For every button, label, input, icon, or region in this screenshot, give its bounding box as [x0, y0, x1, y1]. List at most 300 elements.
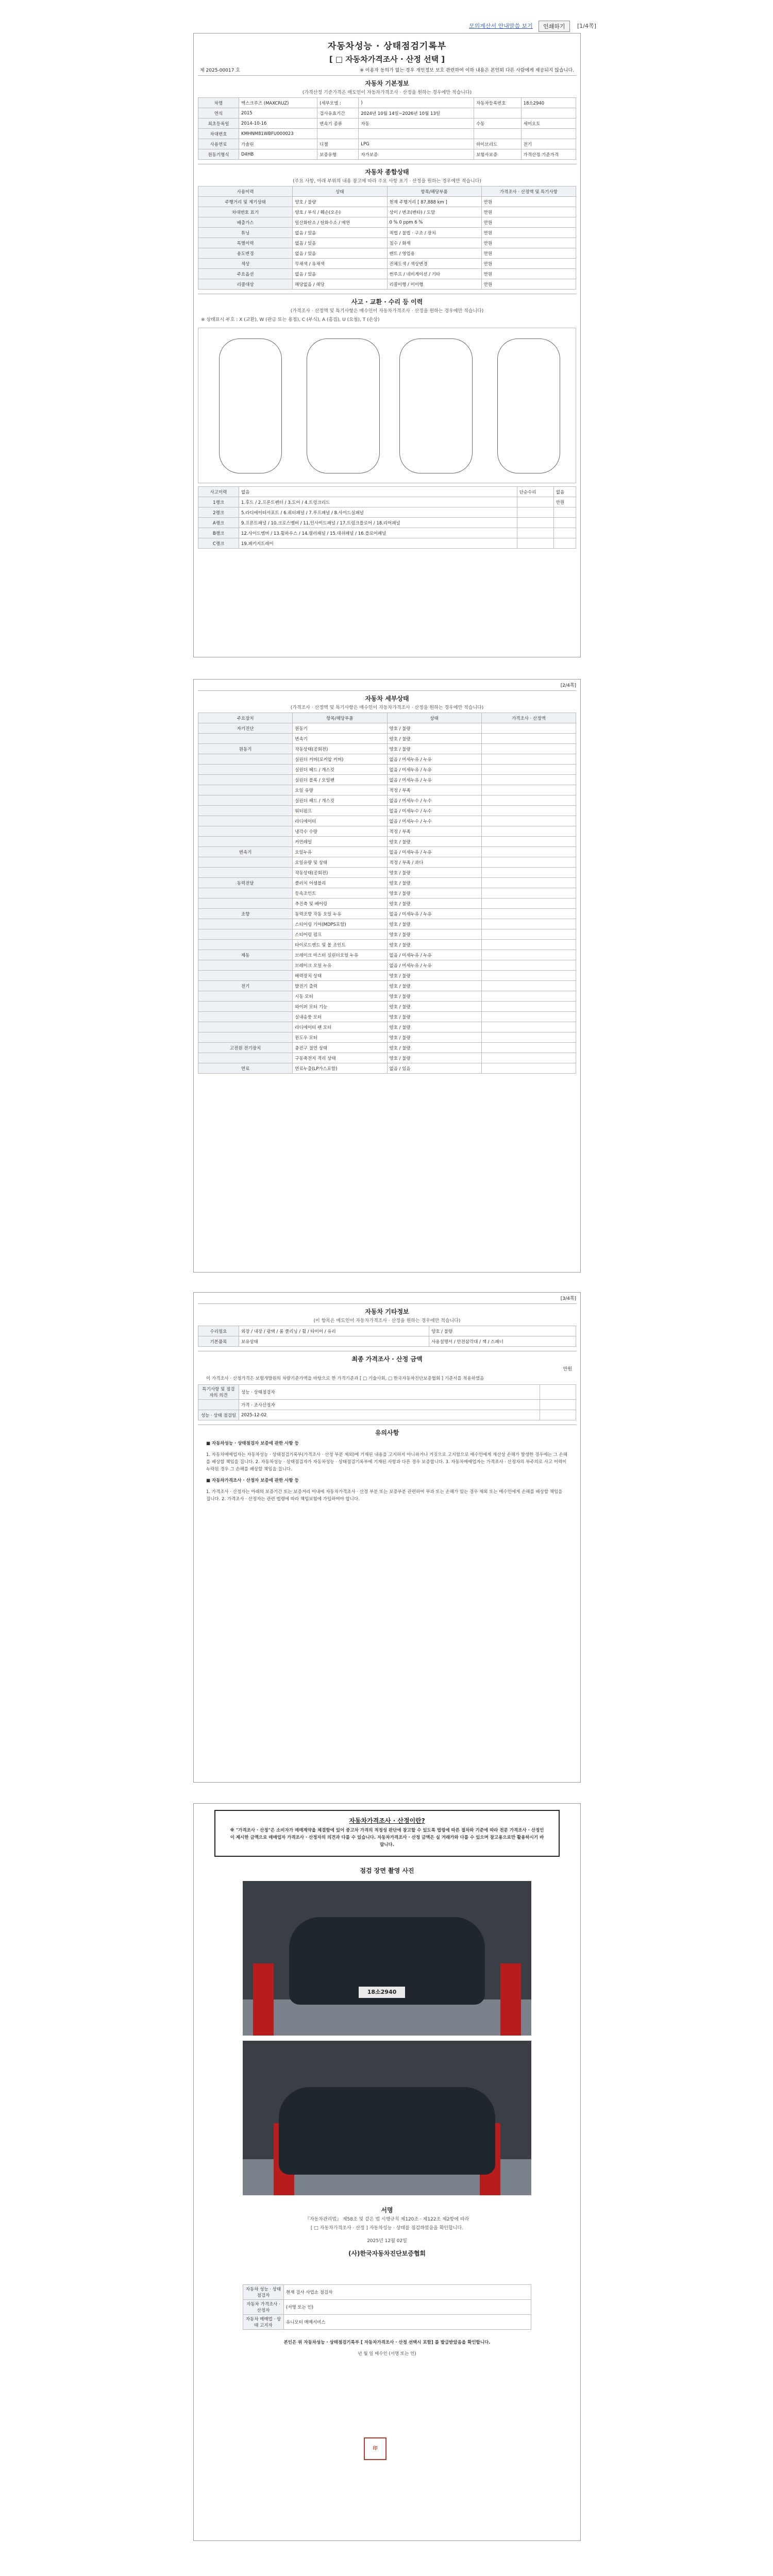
- status-row-cell: 만원: [481, 217, 576, 228]
- detail-state: 적정 / 부족 / 과다: [387, 857, 481, 868]
- detail-part: 작동상태(공회전): [293, 744, 387, 754]
- status-row-cell: 튜닝: [198, 228, 293, 238]
- detail-device: 고전원 전기장치: [198, 1043, 293, 1053]
- detail-part: 연료누출(LP가스포함): [293, 1063, 387, 1074]
- other-row-cell: 기본품목: [198, 1336, 239, 1347]
- doc-note: ※ 이용자 동의가 없는 경우 개인정보 보호 관련하여 이하 내용은 본인외 다른 사람에게 제공되지 않습니다.: [360, 68, 574, 73]
- signer-row-cell: 자동차 매매업 · 상태 고지자: [243, 2315, 284, 2330]
- page-2-mark: [2/4쪽]: [560, 683, 576, 688]
- detail-price: [481, 919, 576, 929]
- status-table: [198, 186, 576, 290]
- detail-price: [481, 899, 576, 909]
- detail-device: 자기진단: [198, 723, 293, 734]
- accident-row-cell: 9.프론트패널 / 10.크로스멤버 / 11.인사이드패널 / 17.트렁크플로어 / 18.리어패널: [239, 518, 517, 528]
- detail-row: [198, 971, 576, 981]
- detail-state: 양호 / 불량: [387, 888, 481, 899]
- detail-state: 양호 / 불량: [387, 899, 481, 909]
- status-row-cell: 만원: [481, 248, 576, 259]
- basic-row-cell: 2024년 10월 14일~2026년 10월 13일: [359, 108, 474, 118]
- detail-price: [481, 847, 576, 857]
- other-row-cell: 사용설명서 / 안전삼각대 / 잭 / 스패너: [429, 1336, 576, 1347]
- accident-row: [198, 497, 576, 507]
- detail-price: [481, 878, 576, 888]
- status-row-cell: 용도변경: [198, 248, 293, 259]
- detail-part: 클러치 어셈블리: [293, 878, 387, 888]
- sign-org: (사)한국자동차진단보증협회: [348, 2250, 426, 2257]
- car-left-view: [219, 338, 282, 473]
- car-top-view: [307, 338, 380, 473]
- inspect-row-cell: [198, 1400, 239, 1410]
- accident-row-cell: [553, 518, 576, 528]
- status-row-cell: 무채색 / 유채색: [293, 259, 387, 269]
- accident-row: [198, 538, 576, 549]
- status-row-cell: 현재 주행거리 [ 87,888 km ]: [387, 197, 481, 207]
- status-row-cell: 차대번호 표기: [198, 207, 293, 217]
- detail-device: [198, 1032, 293, 1043]
- detail-price: [481, 1043, 576, 1053]
- basic-row-cell: ): [359, 98, 474, 108]
- detail-part: 오일유량 및 상태: [293, 857, 387, 868]
- status-row-cell: 적법 / 불법 · 구조 / 장치: [387, 228, 481, 238]
- detail-state: 양호 / 불량: [387, 1053, 481, 1063]
- detail-state: 양호 / 불량: [387, 919, 481, 929]
- accident-row-cell: [553, 538, 576, 549]
- signer-row: [243, 2300, 531, 2315]
- detail-device: [198, 1022, 293, 1032]
- doc-line: [194, 64, 580, 75]
- basic-row-cell: 2015: [239, 108, 317, 118]
- detail-price: [481, 971, 576, 981]
- detail-col-0: 주요장치: [198, 713, 293, 723]
- detail-device: [198, 929, 293, 940]
- other-row-cell: 보유상태: [239, 1336, 429, 1347]
- page-2: [193, 679, 581, 1273]
- detail-row: [198, 806, 576, 816]
- detail-device: [198, 960, 293, 971]
- eval-heading: 최종 가격조사 · 산정 금액: [351, 1355, 423, 1363]
- page-4: [193, 1803, 581, 2541]
- accident-row-cell: 단순수리: [517, 487, 553, 497]
- eval-unit: 만원: [563, 1367, 572, 1372]
- photo-car-2: [279, 2087, 495, 2175]
- detail-price: [481, 981, 576, 991]
- inspect-row-cell: [540, 1410, 576, 1420]
- eval-section: [198, 1351, 576, 1420]
- detail-price: [481, 765, 576, 775]
- basic-row-cell: 원동기형식: [198, 149, 239, 160]
- explain-text: ※ "가격조사 · 산정"은 소비자가 매매계약을 체결함에 있어 중고차 가격의 적정성 판단에 참고할 수 있도록 법령에 따른 절차와 기준에 따라 전문 가격조사 · 산정인이 제시한 금액으로 매매업자 가격조사 · 산정자의 의견과 다를 수 있습니다. 자동차가격조사 · 산정 금액은 실 거래가와 다를 수 있으며 참고용으로만 활용하시기 바랍니다.: [230, 1828, 544, 1848]
- status-row-cell: 주행거리 및 계기상태: [198, 197, 293, 207]
- detail-part: 시동 모터: [293, 991, 387, 1002]
- detail-part: 와이퍼 모터 기능: [293, 1002, 387, 1012]
- status-row-cell: 썬루프 / 네비게이션 / 기타: [387, 269, 481, 279]
- status-row-cell: 만원: [481, 269, 576, 279]
- accident-row-cell: 1.후드 / 2.프론트펜더 / 3.도어 / 4.트렁크리드: [239, 497, 517, 507]
- accident-row-cell: [517, 518, 553, 528]
- warranty-text-1: 1. 자동차매매업자는 자동차성능 · 상태점검기록부(가격조사 · 산정 부분 제외)에 기재된 내용을 고지하지 아니하거나 거짓으로 고지함으로 매수인에게 재산상 손해가 발생한 경우에는 그 손해를 배상할 책임을 집니다. 2. 자동차성능 · 상태점검자가 자동차성능 · 상태점검기록부에 기재된 사항과 다른 경우 보증합니다. 3. 자동차매매업자는 가격조사 · 산정자의 부주의로 사고 이력이 누락된 경우 그 손해를 배상할 책임을 집니다.: [206, 1452, 567, 1472]
- other-info-heading: 자동차 기타정보: [365, 1308, 409, 1315]
- top-bar: [0, 20, 773, 31]
- status-col-1: 상태: [293, 187, 387, 197]
- detail-part: 동력조향 작동 오일 누유: [293, 909, 387, 919]
- status-row-cell: 만원: [481, 259, 576, 269]
- accident-heading: 사고 · 교환 · 수리 등 이력: [351, 298, 423, 306]
- status-row-cell: 해당없음 / 해당: [293, 279, 387, 290]
- status-row-cell: 양호 / 불량: [293, 197, 387, 207]
- detail-device: [198, 837, 293, 847]
- accident-row-cell: 12.사이드멤버 / 13.휠하우스 / 14.필러패널 / 15.대쉬패널 / 16.플로어패널: [239, 528, 517, 538]
- detail-part: 실린더 블록 / 오일팬: [293, 775, 387, 785]
- basic-row-cell: 세미오토: [521, 118, 576, 129]
- status-row-cell: 리콜이행 / 미이행: [387, 279, 481, 290]
- basic-row-cell: 가격산정 기준가격: [521, 149, 576, 160]
- basic-row: [198, 129, 576, 139]
- detail-device: [198, 991, 293, 1002]
- accident-note: (가격조사 · 산정액 및 특기사항은 매수인이 자동차가격조사 · 산정을 원하는 경우에만 적습니다): [290, 309, 484, 314]
- detail-device: [198, 940, 293, 950]
- detail-row: [198, 960, 576, 971]
- status-row-cell: 배출가스: [198, 217, 293, 228]
- detail-price: [481, 734, 576, 744]
- photo-lift-right: [500, 1963, 521, 2036]
- status-row-cell: 0 % 0 ppm 6 %: [387, 217, 481, 228]
- detail-price: [481, 960, 576, 971]
- accident-row-cell: [517, 538, 553, 549]
- signer-row: [243, 2315, 531, 2330]
- detail-heading: 자동차 세부상태: [365, 695, 409, 702]
- accident-row-cell: 5.라디에이터서포트 / 6.쿼터패널 / 7.루프패널 / 8.사이드실패널: [239, 507, 517, 518]
- detail-row: [198, 816, 576, 826]
- basic-row: [198, 149, 576, 160]
- detail-price: [481, 1002, 576, 1012]
- detail-price: [481, 806, 576, 816]
- status-row-cell: 일산화탄소 / 탄화수소 / 매연: [293, 217, 387, 228]
- detail-state: 적정 / 부족: [387, 826, 481, 837]
- detail-state: 양호 / 불량: [387, 1002, 481, 1012]
- warranty-text-2: 1. 가격조사 · 산정자는 아래의 보증기간 또는 보증거리 이내에 자동차가격조사 · 산정 부분 또는 보증부분 관련하여 부과 또는 손해가 있는 경우 제외 또는 매수인에게 손해를 배상할 책임을 집니다. 2. 가격조사 · 산정자는 관련 법령에 따라 책임보험에 가입하여야 합니다.: [206, 1489, 563, 1502]
- license-plate: 18소2940: [359, 1987, 405, 1998]
- status-row-cell: 색상: [198, 259, 293, 269]
- detail-part: 변속기: [293, 734, 387, 744]
- signer-row-cell: 자동차 성능 · 상태 점검자: [243, 2285, 284, 2300]
- status-row: [198, 259, 576, 269]
- sign-text-2: [ □ 자동차가격조사 · 산정 ] 자동차성능 · 상태를 점검하였음을 확인합니다.: [310, 2226, 464, 2231]
- basic-info-heading: 자동차 기본정보: [365, 80, 409, 87]
- detail-device: [198, 806, 293, 816]
- accident-row: [198, 528, 576, 538]
- photo-heading: 점검 장면 촬영 사진: [360, 1867, 414, 1874]
- detail-part: 라디에이터: [293, 816, 387, 826]
- basic-row-cell: D4HB: [239, 149, 317, 160]
- other-row-cell: 양호 / 불량: [429, 1326, 576, 1336]
- status-row: [198, 217, 576, 228]
- detail-state: 양호 / 불량: [387, 929, 481, 940]
- inspect-row-cell: 가격 · 조사산정자: [239, 1400, 540, 1410]
- detail-part: 커먼레일: [293, 837, 387, 847]
- inspect-row-cell: 성능 · 상태 점검일: [198, 1410, 239, 1420]
- page-3: [193, 1292, 581, 1783]
- basic-row-cell: 검사유효기간: [317, 108, 359, 118]
- guide-link[interactable]: 모의계산서 안내말씀 보기: [469, 23, 533, 29]
- other-info-table: [198, 1326, 576, 1347]
- status-row-cell: 없음 / 있음: [293, 269, 387, 279]
- doc-no: 제 2025-00017 호: [200, 68, 240, 73]
- accident-row: [198, 487, 576, 497]
- detail-device: [198, 734, 293, 744]
- detail-row: [198, 847, 576, 857]
- basic-row-cell: [521, 108, 576, 118]
- status-col-0: 사용이력: [198, 187, 293, 197]
- basic-row-cell: 18소2940: [521, 98, 576, 108]
- detail-state: 양호 / 불량: [387, 744, 481, 754]
- basic-row-cell: (세부모델 :: [317, 98, 359, 108]
- detail-row: [198, 899, 576, 909]
- detail-device: [198, 1012, 293, 1022]
- status-heading: 자동차 종합상태: [365, 168, 409, 176]
- detail-device: [198, 919, 293, 929]
- basic-row-cell: 하이브리드: [474, 139, 521, 149]
- detail-device: [198, 868, 293, 878]
- status-row-cell: 상이 / 변조(변타) / 도말: [387, 207, 481, 217]
- detail-section: [198, 690, 576, 1074]
- detail-row: [198, 1053, 576, 1063]
- basic-row-cell: 디젤: [317, 139, 359, 149]
- detail-price: [481, 785, 576, 795]
- accident-row-cell: 2랭크: [198, 507, 239, 518]
- detail-state: 없음 / 미세누유 / 누유: [387, 960, 481, 971]
- detail-device: [198, 816, 293, 826]
- status-row: [198, 269, 576, 279]
- detail-device: 동력전달: [198, 878, 293, 888]
- basic-row: [198, 98, 576, 108]
- detail-state: 없음 / 미세누유 / 누유: [387, 765, 481, 775]
- accident-row-cell: A랭크: [198, 518, 239, 528]
- detail-state: 없음 / 미세누유 / 누유: [387, 950, 481, 960]
- status-row: [198, 238, 576, 248]
- sign-text-1: 『자동차관리법』 제58조 및 같은 법 시행규칙 제120조 · 제122조 제2항에 따라: [305, 2217, 469, 2222]
- signer-row-cell: 유니모터 매매서비스: [284, 2315, 531, 2330]
- inspect-row-cell: [540, 1400, 576, 1410]
- status-note: (주요 사항, 아래 부위의 내용 참고에 따라 주요 사항 표기 · 산정을 원하는 경우에만 적습니다): [293, 179, 481, 184]
- detail-price: [481, 1063, 576, 1074]
- detail-price: [481, 754, 576, 765]
- sign-date: 2025년 12월 02일: [367, 2239, 407, 2244]
- status-row-cell: 리콜대상: [198, 279, 293, 290]
- detail-part: 실린더 헤드 / 개스킷: [293, 795, 387, 806]
- eval-note: 이 가격조사 · 산정가격은 보험개발원의 차량기준가액을 바탕으로 한 가격기준과 [ □ 기술사회, □ 한국자동차진단보증협회 ] 기준서를 적용하였음: [206, 1376, 484, 1381]
- detail-part: 배력장치 상태: [293, 971, 387, 981]
- detail-row: [198, 826, 576, 837]
- car-right-view: [497, 338, 560, 473]
- detail-price: [481, 1022, 576, 1032]
- inspection-photo-front: [243, 1881, 531, 2036]
- detail-row: [198, 1063, 576, 1074]
- inspect-row-cell: 2025-12-02: [239, 1410, 540, 1420]
- car-underbody-view: [399, 338, 473, 473]
- status-row-cell: 만원: [481, 238, 576, 248]
- detail-state: 양호 / 불량: [387, 1022, 481, 1032]
- detail-price: [481, 1012, 576, 1022]
- warranty-heading: 유의사항: [375, 1429, 399, 1436]
- accident-section: [198, 294, 576, 549]
- detail-price: [481, 950, 576, 960]
- detail-row: [198, 950, 576, 960]
- detail-price: [481, 816, 576, 826]
- detail-part: 원동기: [293, 723, 387, 734]
- detail-state: 없음 / 있음: [387, 1063, 481, 1074]
- signer-row-cell: (서명 또는 인): [284, 2300, 531, 2315]
- basic-row-cell: [359, 129, 474, 139]
- basic-row-cell: [474, 129, 521, 139]
- accident-legend: ※ 상태표시 부호 : X (교환), W (판금 또는 용접), C (부식), A (흠집), U (요철), T (손상): [201, 317, 380, 323]
- basic-row-cell: 최초등록일: [198, 118, 239, 129]
- accident-row-cell: C랭크: [198, 538, 239, 549]
- detail-part: 실린더 커버(로커암 커버): [293, 754, 387, 765]
- detail-part: 작동상태(공회전): [293, 868, 387, 878]
- basic-row-cell: 전기: [521, 139, 576, 149]
- detail-price: [481, 795, 576, 806]
- photo-lift-left: [253, 1963, 274, 2036]
- detail-row: [198, 734, 576, 744]
- basic-row-cell: 보증유형: [317, 149, 359, 160]
- detail-device: [198, 826, 293, 837]
- detail-state: 양호 / 불량: [387, 1032, 481, 1043]
- detail-state: 없음 / 미세누유 / 누유: [387, 847, 481, 857]
- detail-device: 연료: [198, 1063, 293, 1074]
- inspect-row-cell: 성능 · 상태점검자: [239, 1385, 540, 1400]
- accident-row-cell: 19.패키지트레이: [239, 538, 517, 549]
- detail-row: [198, 765, 576, 775]
- signer-row-cell: 자동차 가격조사 · 산정자: [243, 2300, 284, 2315]
- detail-row: [198, 1032, 576, 1043]
- detail-device: [198, 785, 293, 795]
- form-subtitle: [ □ 자동차가격조사 · 산정 선택 ]: [329, 55, 445, 64]
- detail-row: [198, 837, 576, 847]
- page-mark: [1/4쪽]: [577, 23, 596, 29]
- detail-row: [198, 785, 576, 795]
- detail-device: 전기: [198, 981, 293, 991]
- detail-price: [481, 723, 576, 734]
- accident-row-cell: 없음: [239, 487, 517, 497]
- inspection-photo-side: [243, 2041, 531, 2195]
- status-row-cell: 만원: [481, 228, 576, 238]
- detail-device: [198, 1053, 293, 1063]
- detail-device: [198, 888, 293, 899]
- accident-row-cell: 1랭크: [198, 497, 239, 507]
- detail-table: [198, 713, 576, 1074]
- detail-part: 실린더 헤드 / 개스킷: [293, 765, 387, 775]
- status-row-cell: 만원: [481, 207, 576, 217]
- detail-row: [198, 878, 576, 888]
- basic-row-cell: KMHNM81WBFU000023: [239, 129, 317, 139]
- detail-state: 양호 / 불량: [387, 991, 481, 1002]
- detail-state: 적정 / 부족: [387, 785, 481, 795]
- photo-floor: [243, 1999, 531, 2036]
- detail-note: (가격조사 · 산정액 및 특기사항은 매수인이 자동차가격조사 · 산정을 원하는 경우에만 적습니다): [290, 705, 484, 710]
- accident-row-cell: 없음: [553, 487, 576, 497]
- basic-row-cell: 차명: [198, 98, 239, 108]
- accident-row-cell: [553, 528, 576, 538]
- detail-part: 오일누유: [293, 847, 387, 857]
- detail-state: 없음 / 미세누수 / 누수: [387, 806, 481, 816]
- detail-state: 양호 / 불량: [387, 734, 481, 744]
- car-diagram: [198, 328, 576, 483]
- basic-row-cell: 자동: [359, 118, 474, 129]
- other-row-cell: 외장 / 내장 / 광택 / 룸 클리닝 / 휠 / 타이어 / 유리: [239, 1326, 429, 1336]
- detail-device: [198, 775, 293, 785]
- detail-device: 제동: [198, 950, 293, 960]
- detail-col-1: 항목/해당부품: [293, 713, 387, 723]
- detail-part: 라디에이터 팬 모터: [293, 1022, 387, 1032]
- detail-device: 원동기: [198, 744, 293, 754]
- basic-row-cell: 변속기 종류: [317, 118, 359, 129]
- detail-price: [481, 940, 576, 950]
- detail-state: 양호 / 불량: [387, 1043, 481, 1053]
- detail-price: [481, 857, 576, 868]
- detail-price: [481, 909, 576, 919]
- status-section: [198, 164, 576, 290]
- status-row-cell: 만원: [481, 197, 576, 207]
- status-col-3: 가격조사 · 산정액 및 특기사항: [481, 187, 576, 197]
- detail-state: 없음 / 미세누수 / 누수: [387, 816, 481, 826]
- accident-row: [198, 518, 576, 528]
- detail-price: [481, 1053, 576, 1063]
- receipt-sign: 년 월 일 매수인 (서명 또는 인): [358, 2351, 416, 2357]
- official-seal: 印: [364, 2437, 386, 2460]
- detail-part: 스티어링 기어(MDPS포함): [293, 919, 387, 929]
- basic-row-cell: [474, 108, 521, 118]
- accident-row-cell: [517, 497, 553, 507]
- basic-row-cell: 자동차등록번호: [474, 98, 521, 108]
- status-row: [198, 197, 576, 207]
- explain-box: [214, 1810, 560, 1857]
- print-button[interactable]: 인쇄하기: [539, 21, 570, 32]
- detail-col-2: 상태: [387, 713, 481, 723]
- accident-row-cell: [517, 507, 553, 518]
- page-1: [193, 33, 581, 657]
- detail-row: [198, 1012, 576, 1022]
- sign-heading: 서명: [381, 2207, 393, 2214]
- status-row-cell: 침수 / 화재: [387, 238, 481, 248]
- signer-table: [243, 2284, 531, 2330]
- inspect-row-cell: [540, 1385, 576, 1400]
- other-info-section: [198, 1303, 576, 1347]
- detail-row: [198, 909, 576, 919]
- detail-device: [198, 971, 293, 981]
- accident-row-cell: [553, 507, 576, 518]
- status-row-cell: 없음 / 있음: [293, 228, 387, 238]
- detail-state: 없음 / 미세누유 / 누유: [387, 754, 481, 765]
- warranty-section: [198, 1425, 576, 1505]
- status-row: [198, 279, 576, 290]
- status-row-cell: 양호 / 부식 / 훼손(오손): [293, 207, 387, 217]
- detail-part: 워터펌프: [293, 806, 387, 816]
- accident-row: [198, 507, 576, 518]
- detail-part: 추진축 및 베어링: [293, 899, 387, 909]
- status-row: [198, 248, 576, 259]
- inspect-table: [198, 1384, 576, 1420]
- basic-info-section: [198, 75, 576, 160]
- detail-part: 등속조인트: [293, 888, 387, 899]
- detail-part: 구동축전지 격리 상태: [293, 1053, 387, 1063]
- detail-row: [198, 940, 576, 950]
- detail-row: [198, 1002, 576, 1012]
- detail-price: [481, 929, 576, 940]
- accident-row-cell: [517, 528, 553, 538]
- detail-state: 없음 / 미세누수 / 누수: [387, 795, 481, 806]
- inspect-row: [198, 1410, 576, 1420]
- basic-row-cell: 수동: [474, 118, 521, 129]
